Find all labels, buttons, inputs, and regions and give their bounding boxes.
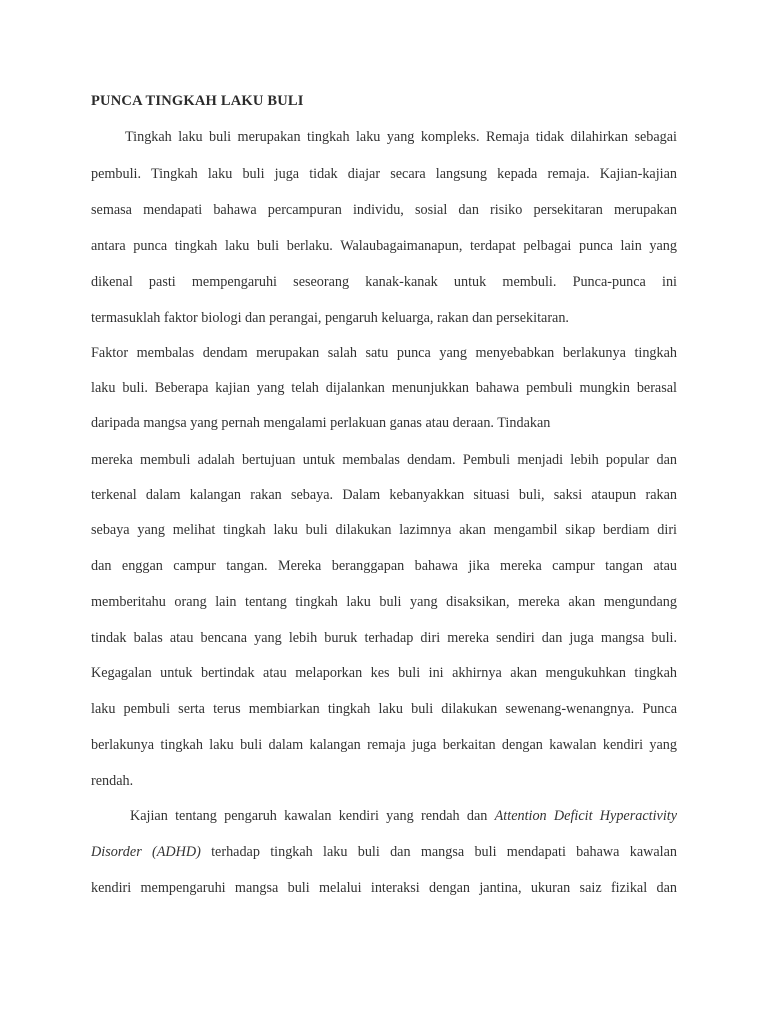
paragraph-2-line-1: Faktor membalas dendam merupakan salah satu punca yang menyebabkan berlakunya tingkah xyxy=(91,345,677,361)
paragraph-4-line-2 xyxy=(91,843,677,861)
paragraph-3-line-8: laku pembuli serta terus membiarkan tingkah laku buli dilakukan sewenang-wenangnya. Punca xyxy=(91,701,677,717)
paragraph-4-line-1-text: Kajian tentang pengaruh kawalan kendiri yang rendah dan xyxy=(130,808,495,824)
paragraph-1-line-3: semasa mendapati bahawa percampuran individu, sosial dan risiko persekitaran merupakan xyxy=(91,202,677,218)
paragraph-3-line-1: mereka membuli adalah bertujuan untuk membalas dendam. Pembuli menjadi lebih popular dan xyxy=(91,452,677,468)
paragraph-1-line-1: Tingkah laku buli merupakan tingkah laku yang kompleks. Remaja tidak dilahirkan sebagai xyxy=(125,129,677,145)
paragraph-1-line-4: antara punca tingkah laku buli berlaku. Walaubagaimanapun, terdapat pelbagai punca lain yang xyxy=(91,238,677,254)
paragraph-3-line-9: berlakunya tingkah laku buli dalam kalangan remaja juga berkaitan dengan kawalan kendiri yang xyxy=(91,737,677,753)
paragraph-1-line-5: dikenal pasti mempengaruhi seseorang kanak-kanak untuk membuli. Punca-punca ini xyxy=(91,274,677,290)
paragraph-3-line-6: tindak balas atau bencana yang lebih buruk terhadap diri mereka sendiri dan juga mangsa buli. xyxy=(91,630,677,646)
paragraph-3-line-10: rendah. xyxy=(91,773,134,789)
paragraph-4-line-1 xyxy=(130,807,677,825)
paragraph-2-line-3: daripada mangsa yang pernah mengalami perlakuan ganas atau deraan. Tindakan xyxy=(91,415,551,431)
paragraph-4-line-2-text: terhadap tingkah laku buli dan mangsa buli mendapati bahawa kawalan xyxy=(200,844,677,860)
section-heading: PUNCA TINGKAH LAKU BULI xyxy=(91,93,304,109)
paragraph-1-line-2: pembuli. Tingkah laku buli juga tidak diajar secara langsung kepada remaja. Kajian-kajian xyxy=(91,166,677,182)
paragraph-3-line-5: memberitahu orang lain tentang tingkah laku buli yang disaksikan, mereka akan mengundang xyxy=(91,594,677,610)
paragraph-1-line-6: termasuklah faktor biologi dan perangai, pengaruh keluarga, rakan dan persekitaran. xyxy=(91,310,569,326)
paragraph-2-line-2: laku buli. Beberapa kajian yang telah dijalankan menunjukkan bahawa pembuli mungkin berasal xyxy=(91,380,677,396)
paragraph-3-line-7: Kegagalan untuk bertindak atau melaporkan kes buli ini akhirnya akan mengukuhkan tingkah xyxy=(91,665,677,681)
paragraph-3-line-2: terkenal dalam kalangan rakan sebaya. Dalam kebanyakkan situasi buli, saksi ataupun rakan xyxy=(91,487,677,503)
paragraph-4-line-2-italic: Disorder (ADHD) xyxy=(91,844,201,860)
paragraph-3-line-3: sebaya yang melihat tingkah laku buli dilakukan lazimnya akan mengambil sikap berdiam diri xyxy=(91,522,677,538)
paragraph-4-line-3: kendiri mempengaruhi mangsa buli melalui interaksi dengan jantina, ukuran saiz fizikal dan xyxy=(91,880,677,896)
paragraph-4-line-1-italic: Attention Deficit Hyperactivity xyxy=(494,808,677,824)
paragraph-3-line-4: dan enggan campur tangan. Mereka beranggapan bahawa jika mereka campur tangan atau xyxy=(91,558,677,574)
